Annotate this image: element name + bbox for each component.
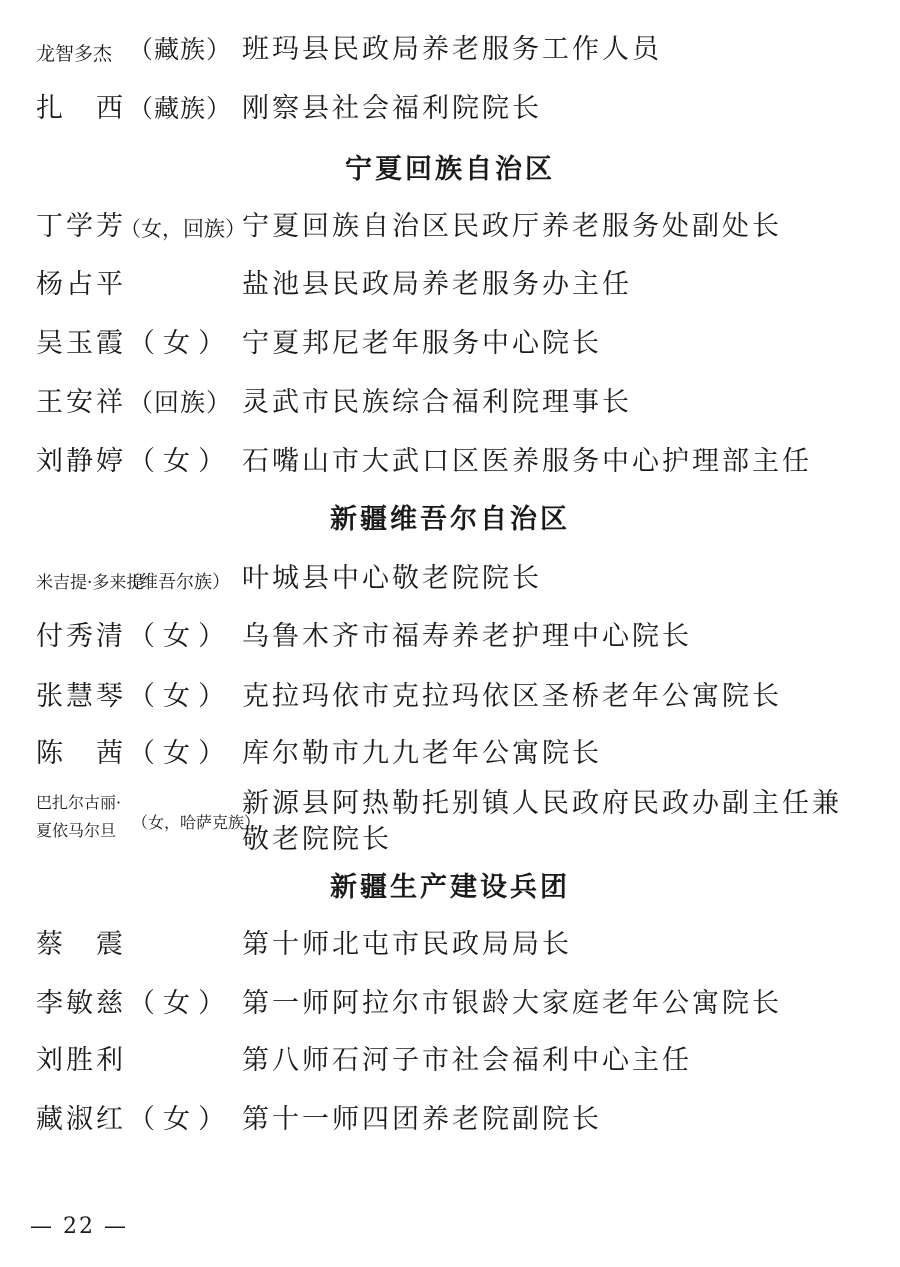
- person-title: 克拉玛依市克拉玛依区圣桥老年公寓院长: [242, 681, 782, 712]
- page-number: — 22 —: [30, 1214, 128, 1239]
- person-title: 石嘴山市大武口区医养服务中心护理部主任: [242, 446, 812, 477]
- person-name: 蔡 震: [36, 929, 126, 960]
- person-ethnicity: （女）: [128, 738, 233, 769]
- person-name: 藏淑红: [36, 1104, 126, 1135]
- person-name-line1: 巴扎尔古丽·: [36, 793, 122, 812]
- person-ethnicity: （女）: [128, 681, 233, 712]
- person-ethnicity: （女，哈萨克族）: [132, 813, 261, 832]
- person-title: 宁夏邦尼老年服务中心院长: [242, 328, 602, 359]
- person-title: 盐池县民政局养老服务办主任: [242, 269, 632, 300]
- person-name: 陈 茜: [36, 738, 126, 769]
- person-title: 叶城县中心敬老院院长: [242, 563, 542, 594]
- person-ethnicity: （女）: [128, 1104, 233, 1135]
- person-ethnicity: （藏族）: [128, 35, 233, 64]
- person-name: 吴玉霞: [36, 328, 126, 359]
- person-name: 李敏慈: [36, 988, 126, 1019]
- person-title: 新源县阿热勒托别镇人民政府民政办副主任兼敬老院院长: [242, 788, 842, 855]
- person-ethnicity: （维吾尔族）: [122, 572, 230, 593]
- person-name: 刘静婷: [36, 446, 126, 477]
- person-title: 班玛县民政局养老服务工作人员: [242, 34, 662, 65]
- person-ethnicity: （女）: [128, 328, 233, 359]
- person-ethnicity: （藏族）: [128, 94, 233, 123]
- person-name: 米吉提·多来提: [36, 573, 144, 593]
- person-title: 第十师北屯市民政局局长: [242, 929, 572, 960]
- person-ethnicity: （女）: [128, 446, 233, 477]
- section-heading: 宁夏回族自治区: [345, 154, 555, 185]
- person-name: 付秀清: [36, 621, 126, 652]
- person-ethnicity: （女，回族）: [120, 217, 246, 241]
- person-name: 扎 西: [36, 93, 126, 124]
- person-name: 张慧琴: [36, 681, 126, 712]
- person-name: 刘胜利: [36, 1045, 126, 1076]
- person-ethnicity: （女）: [128, 621, 233, 652]
- person-title: 库尔勒市九九老年公寓院长: [242, 738, 602, 769]
- person-name: 龙智多杰: [36, 43, 113, 65]
- person-name-line2: 夏依马尔旦: [36, 821, 117, 840]
- person-ethnicity: （女）: [128, 988, 233, 1019]
- person-title: 第八师石河子市社会福利中心主任: [242, 1045, 692, 1076]
- person-title: 刚察县社会福利院院长: [242, 93, 542, 124]
- person-title: 宁夏回族自治区民政厅养老服务处副处长: [242, 211, 782, 242]
- person-name: 王安祥: [36, 387, 126, 418]
- person-title: 第一师阿拉尔市银龄大家庭老年公寓院长: [242, 988, 782, 1019]
- person-name: 杨占平: [36, 269, 126, 300]
- person-title: 乌鲁木齐市福寿养老护理中心院长: [242, 621, 692, 652]
- section-heading: 新疆生产建设兵团: [330, 872, 570, 903]
- person-name: 丁学芳: [36, 211, 126, 242]
- section-heading: 新疆维吾尔自治区: [330, 504, 570, 535]
- person-ethnicity: （回族）: [128, 388, 233, 417]
- list-item: [0, 786, 900, 862]
- person-title: 第十一师四团养老院副院长: [242, 1104, 602, 1135]
- person-title: 灵武市民族综合福利院理事长: [242, 387, 632, 418]
